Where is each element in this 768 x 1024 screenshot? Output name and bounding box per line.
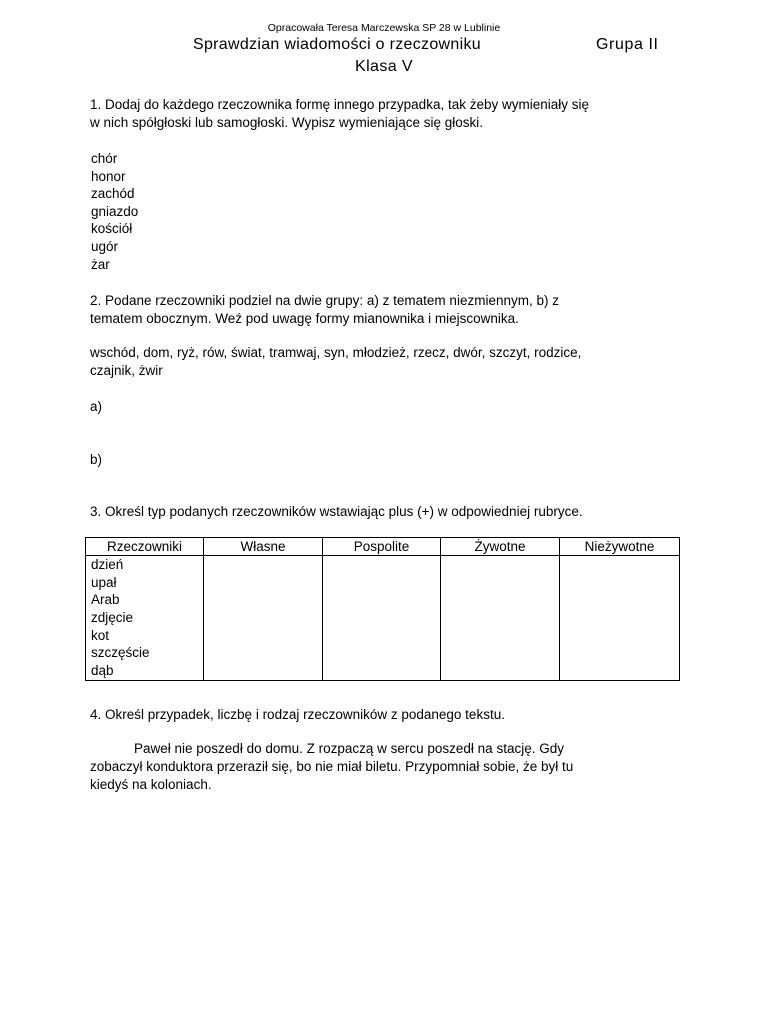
page-title: Sprawdzian wiadomości o rzeczowniku [193, 36, 481, 53]
task4-text-line3: kiedyś na koloniach. [90, 777, 212, 792]
task1-word-list [91, 150, 138, 273]
class-label: Klasa V [355, 58, 413, 75]
group-label: Grupa II [596, 36, 659, 53]
column-header-proper: Własne [204, 538, 323, 556]
list-item: żar [91, 256, 110, 272]
table-noun: dzień [91, 557, 124, 572]
table-header-row [86, 538, 680, 556]
list-item: gniazdo [91, 203, 139, 219]
list-item: zachód [91, 186, 135, 202]
answer-cell-animate[interactable] [441, 556, 560, 681]
list-item: honor [91, 168, 126, 184]
answer-cell-inanimate[interactable] [560, 556, 680, 681]
task1-instruction [90, 96, 680, 132]
table-noun: dąb [91, 663, 114, 679]
answer-label-a: a) [90, 399, 103, 414]
table-noun: szczęście [91, 645, 150, 661]
task4-instruction: 4. Określ przypadek, liczbę i rodzaj rzeczowników z podanego tekstu. [90, 707, 505, 722]
list-item: chór [91, 151, 118, 166]
task4-text [90, 740, 680, 794]
task2-words-line1: wschód, dom, ryż, rów, świat, tramwaj, syn, młodzież, rzecz, dwór, szczyt, rodzice, [90, 345, 582, 360]
task1-line2: w nich spółgłoski lub samogłoski. Wypisz wymieniające się głoski. [90, 115, 484, 130]
noun-type-table [85, 537, 680, 681]
answer-cell-common[interactable] [323, 556, 441, 681]
task3-instruction: 3. Określ typ podanych rzeczowników wstawiając plus (+) w odpowiedniej rubryce. [90, 504, 583, 519]
answer-cell-proper[interactable] [204, 556, 323, 681]
task2-line1: 2. Podane rzeczowniki podziel na dwie grupy: a) z tematem niezmiennym, b) z [90, 293, 559, 308]
column-header-nouns: Rzeczowniki [86, 538, 204, 556]
table-noun: upał [91, 574, 117, 590]
task2-instruction [90, 292, 680, 328]
task2-words-line2: czajnik, żwir [90, 363, 163, 378]
answer-label-b: b) [90, 452, 103, 467]
column-header-common: Pospolite [323, 538, 441, 556]
column-header-animate: Żywotne [441, 538, 560, 556]
task2-line2: tematem obocznym. Weź pod uwagę formy mianownika i miejscownika. [90, 311, 519, 326]
list-item: ugór [91, 238, 119, 254]
column-header-inanimate: Nieżywotne [560, 538, 680, 556]
task4-text-line2: zobaczył konduktora przeraził się, bo nie miał biletu. Przypomniał sobie, że był tu [90, 759, 574, 774]
table-noun: Arab [91, 592, 120, 608]
author-note: Opracowała Teresa Marczewska SP 28 w Lublinie [267, 22, 501, 34]
table-noun: kot [91, 627, 110, 643]
task2-words [90, 344, 680, 380]
table-noun: zdjęcie [91, 610, 134, 626]
table-row [86, 556, 680, 681]
task4-text-line1: Paweł nie poszedł do domu. Z rozpaczą w sercu poszedł na stację. Gdy [134, 741, 564, 756]
task1-line1: 1. Dodaj do każdego rzeczownika formę innego przypadka, tak żeby wymieniały się [90, 97, 590, 112]
noun-list-cell [86, 556, 204, 681]
list-item: kościół [91, 221, 133, 237]
